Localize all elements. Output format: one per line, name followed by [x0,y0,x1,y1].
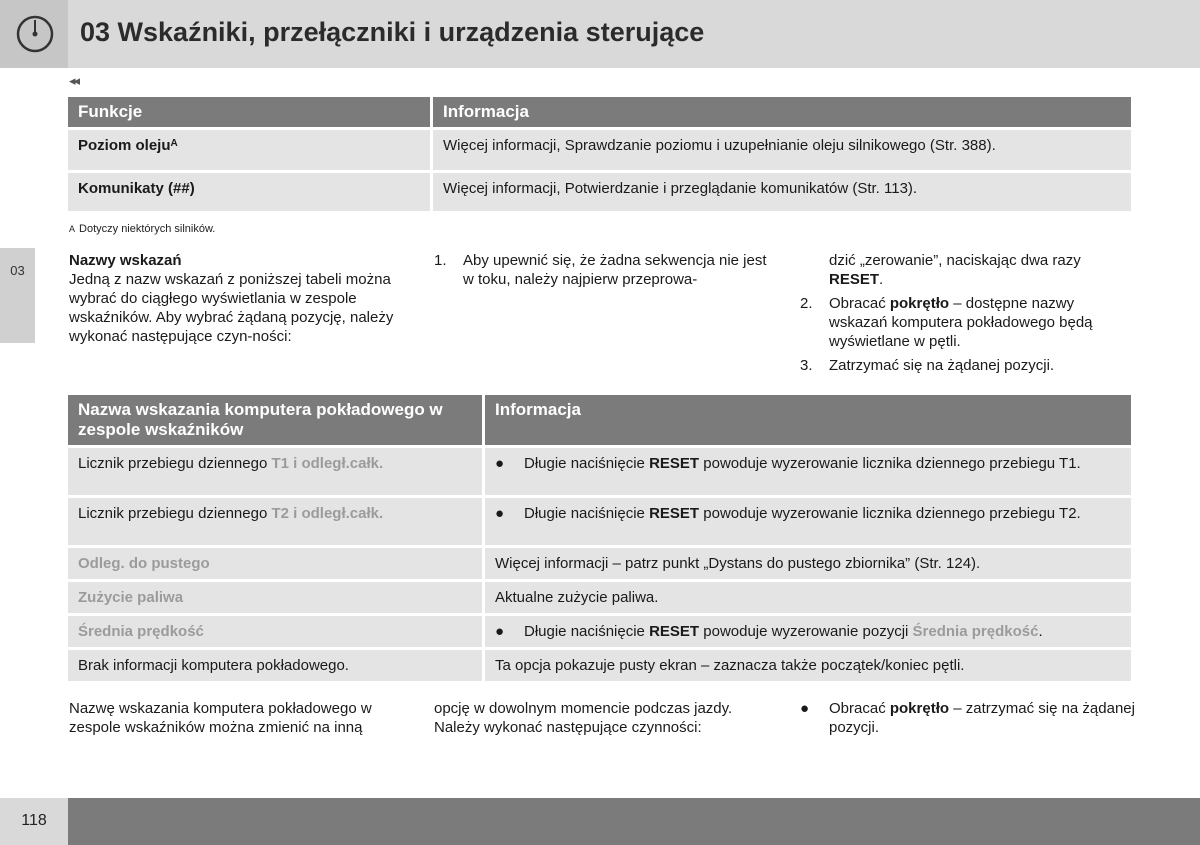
bullet-icon: ● [495,505,505,522]
table2-cell-info: ● Długie naciśnięcie RESET powoduje wyzerowanie licznika dziennego przebiegu T2. [485,498,1131,548]
step-1: 1. Aby upewnić się, że żadna sekwencja nie jest w toku, należy najpierw przeprowa- [434,252,767,288]
table2-cell-name: Brak informacji komputera pokładowego. [68,650,485,684]
gauge-icon [15,14,55,54]
bullet-icon: ● [495,623,505,640]
bottom-text-col1: Nazwę wskazania komputera pokładowego w zespole wskaźników można zmienić na inną [69,700,372,736]
page-title: 03 Wskaźniki, przełączniki i urządzenia sterujące [80,17,705,47]
table-row [68,130,1131,173]
table-row [68,582,1131,616]
table-row [68,650,1131,684]
table2-cell-name: Odleg. do pustego [68,548,485,582]
table1-cell-function: Poziom oleju$^A$ [68,130,433,173]
bottom-text-col3 [800,699,1135,737]
trip-computer-table [68,395,1131,684]
table1-cell-info: Więcej informacji, Potwierdzanie i przeglądanie komunikatów (Str. 113). [433,173,1131,214]
table1-cell-info: Więcej informacji, Sprawdzanie poziomu i uzupełnianie oleju silnikowego (Str. 388). [433,130,1131,173]
steps-column-2 [800,251,1135,380]
table2-cell-info: Więcej informacji – patrz punkt „Dystans do pustego zbiornika” (Str. 124). [485,548,1131,582]
page-number: 118 [21,812,47,829]
section-intro [69,251,394,346]
bullet-item: ● Obracać pokrętło – zatrzymać się na żądanej pozycji. [800,700,1135,736]
step-1-continuation: dzić „zerowanie”, naciskając dwa razy RESET. [829,252,1081,288]
table2-cell-info: Ta opcja pokazuje pusty ekran – zaznacza także początek/koniec pętli. [485,650,1131,684]
table1-cell-function: Komunikaty (##) [68,173,433,214]
table2-cell-name: Licznik przebiegu dziennego T1 i odległ.całk. [68,448,485,498]
table2-header-name: Nazwa wskazania komputera pokładowego w zespole wskaźników [68,395,485,448]
table-row [68,548,1131,582]
section-body: Jedną z nazw wskazań z poniższej tabeli można wybrać do ciągłego wyświetlania w zespole wskaźników. Aby wybrać żądaną pozycję, należy wykonać następujące czyn-ności: [69,271,394,345]
table2-cell-name: Licznik przebiegu dziennego T2 i odległ.całk. [68,498,485,548]
table2-cell-name: Średnia prędkość [68,616,485,650]
table2-cell-name: Zużycie paliwa [68,582,485,616]
functions-table [68,97,1131,214]
table-row [68,498,1131,548]
step-3: 3. Zatrzymać się na żądanej pozycji. [800,357,1055,374]
step-2: 2. Obracać pokrętło – dostępne nazwy wskazań komputera pokładowego będą wyświetlane w pętli. [800,295,1093,350]
bullet-icon: ● [495,455,505,472]
steps-column-1 [434,251,769,294]
back-arrows-icon[interactable]: ◂◂ [69,73,79,88]
table2-cell-info: Aktualne zużycie paliwa. [485,582,1131,616]
page-footer [0,798,1200,845]
bottom-text-col2: opcję w dowolnym momencie podczas jazdy. Należy wykonać następujące czynności: [434,700,733,736]
table-row [68,173,1131,214]
table-row [68,616,1131,650]
header-icon-box [0,0,68,68]
chapter-tab-label: 03 [10,263,25,278]
section-heading: Nazwy wskazań [69,252,182,269]
footnote: A Dotyczy niektórych silników. [69,223,216,235]
table1-header-info: Informacja [433,97,1131,130]
table2-header-info: Informacja [485,395,1131,448]
bullet-icon: ● [800,700,810,717]
table2-cell-info: ● Długie naciśnięcie RESET powoduje wyzerowanie licznika dziennego przebiegu T1. [485,448,1131,498]
table1-header-functions: Funkcje [68,97,433,130]
footnote-ref: A [170,138,178,149]
table-row [68,448,1131,498]
table2-cell-info: ● Długie naciśnięcie RESET powoduje wyzerowanie pozycji Średnia prędkość. [485,616,1131,650]
